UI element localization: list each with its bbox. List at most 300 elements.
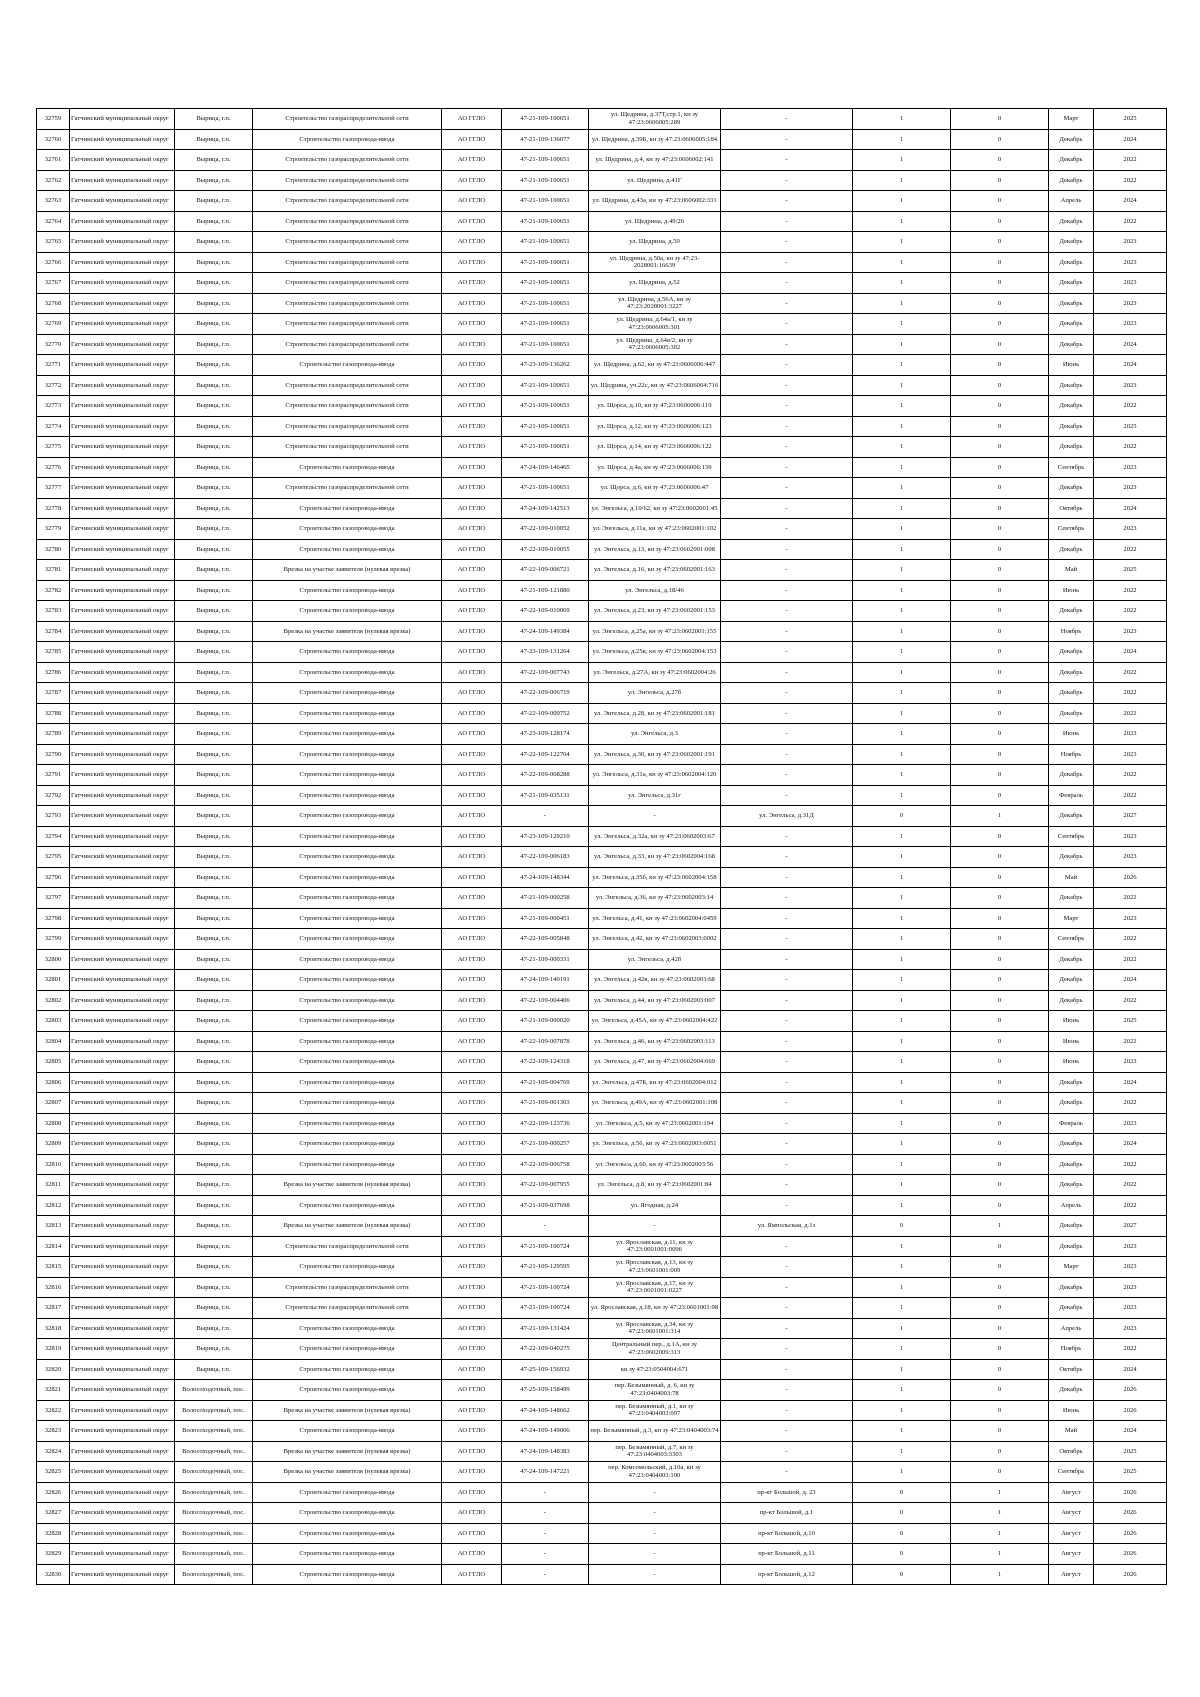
- planned-address-cell: -: [721, 129, 853, 150]
- application-code-cell: 47-21-109-121880: [502, 580, 589, 601]
- application-code-cell: 47-23-109-131264: [502, 642, 589, 663]
- month-cell: Июнь: [1049, 1052, 1094, 1073]
- district-cell: Гатчинский муниципальный округ: [70, 580, 175, 601]
- address-cell: ул. Энгельса, д.44, кн зу 47:23:0602003:007: [589, 990, 721, 1011]
- settlement-cell: Вырица, г.п.: [175, 867, 253, 888]
- work-type-cell: Врезка на участке заявителя (нулевая врезка): [253, 621, 442, 642]
- table-row: [37, 703, 1167, 724]
- planned-address-cell: -: [721, 273, 853, 294]
- organization-cell: АО ГГЛО: [442, 416, 502, 437]
- settlement-cell: Вырица, г.п.: [175, 744, 253, 765]
- month-cell: Декабрь: [1049, 1154, 1094, 1175]
- application-code-cell: 47-24-109-147221: [502, 1462, 589, 1483]
- work-type-cell: Строительство газораспределительной сети: [253, 273, 442, 294]
- table-row: [37, 478, 1167, 499]
- table-body: [37, 109, 1167, 1585]
- settlement-cell: Вырица, г.п.: [175, 683, 253, 704]
- count-contract-cell: 0: [853, 1523, 951, 1544]
- application-code-cell: 47-23-109-136262: [502, 355, 589, 376]
- row-number-cell: 32801: [37, 970, 70, 991]
- planned-address-cell: -: [721, 375, 853, 396]
- planned-address-cell: -: [721, 355, 853, 376]
- address-cell: ул. Щедрина, уч.22с, кн зу 47:23:0606004:716: [589, 375, 721, 396]
- month-cell: Август: [1049, 1523, 1094, 1544]
- count-contract-cell: 1: [853, 1113, 951, 1134]
- settlement-cell: Вырица, г.п.: [175, 211, 253, 232]
- planned-address-cell: пр-кт Большой, д.12: [721, 1564, 853, 1585]
- planned-address-cell: -: [721, 867, 853, 888]
- address-cell: ул. Щедрина, д.39Б, кн зу 47:23:0606005:184: [589, 129, 721, 150]
- count-plan-cell: 0: [951, 232, 1049, 253]
- count-plan-cell: 0: [951, 1134, 1049, 1155]
- count-plan-cell: 0: [951, 150, 1049, 171]
- count-contract-cell: 1: [853, 252, 951, 273]
- district-cell: Гатчинский муниципальный округ: [70, 150, 175, 171]
- organization-cell: АО ГГЛО: [442, 1482, 502, 1503]
- address-cell: ул. Ярославская, д.17, кн зу 47:23:0601001:0227: [589, 1277, 721, 1298]
- count-contract-cell: 1: [853, 908, 951, 929]
- table-row: [37, 683, 1167, 704]
- table-row: [37, 1195, 1167, 1216]
- address-cell: пер. Комсомольский, д.10а, кн зу 47:23:0404003:100: [589, 1462, 721, 1483]
- organization-cell: АО ГГЛО: [442, 334, 502, 355]
- application-code-cell: 47-22-109-007878: [502, 1031, 589, 1052]
- month-cell: Октябрь: [1049, 1441, 1094, 1462]
- row-number-cell: 32774: [37, 416, 70, 437]
- month-cell: Декабрь: [1049, 211, 1094, 232]
- address-cell: ул. Энгельса, д.25в, кн зу 47:23:0602004:153: [589, 642, 721, 663]
- row-number-cell: 32805: [37, 1052, 70, 1073]
- year-cell: 2025: [1094, 1462, 1167, 1483]
- address-cell: ул. Энгельса, д.10/62, кн зу 47:23:0602001:45: [589, 498, 721, 519]
- year-cell: 2024: [1094, 191, 1167, 212]
- district-cell: Гатчинский муниципальный округ: [70, 1523, 175, 1544]
- table-row: [37, 601, 1167, 622]
- application-code-cell: 47-21-109-004769: [502, 1072, 589, 1093]
- district-cell: Гатчинский муниципальный округ: [70, 601, 175, 622]
- count-contract-cell: 1: [853, 1175, 951, 1196]
- row-number-cell: 32803: [37, 1011, 70, 1032]
- work-type-cell: Строительство газораспределительной сети: [253, 375, 442, 396]
- settlement-cell: Вырица, г.п.: [175, 1154, 253, 1175]
- district-cell: Гатчинский муниципальный округ: [70, 1400, 175, 1421]
- address-cell: ул. Щедрина, д.50а, кн зу 47:23-2028001:16639: [589, 252, 721, 273]
- settlement-cell: Вырица, г.п.: [175, 334, 253, 355]
- work-type-cell: Врезка на участке заявителя (нулевая врезка): [253, 1175, 442, 1196]
- row-number-cell: 32770: [37, 334, 70, 355]
- year-cell: 2023: [1094, 826, 1167, 847]
- application-code-cell: 47-21-109-035131: [502, 785, 589, 806]
- application-code-cell: 47-22-109-006758: [502, 1154, 589, 1175]
- row-number-cell: 32796: [37, 867, 70, 888]
- application-code-cell: 47-21-109-100651: [502, 211, 589, 232]
- month-cell: Май: [1049, 867, 1094, 888]
- month-cell: Декабрь: [1049, 252, 1094, 273]
- organization-cell: АО ГГЛО: [442, 1031, 502, 1052]
- month-cell: Декабрь: [1049, 314, 1094, 335]
- month-cell: Декабрь: [1049, 478, 1094, 499]
- address-cell: ул. Щедрина, д.64а/1, кн зу 47:23:0606005:301: [589, 314, 721, 335]
- work-type-cell: Строительство газопровода-ввода: [253, 601, 442, 622]
- month-cell: Декабрь: [1049, 847, 1094, 868]
- organization-cell: АО ГГЛО: [442, 765, 502, 786]
- row-number-cell: 32783: [37, 601, 70, 622]
- count-plan-cell: 0: [951, 539, 1049, 560]
- planned-address-cell: -: [721, 560, 853, 581]
- address-cell: ул. Энгельса, д.60, кн зу 47:23:0602003:56: [589, 1154, 721, 1175]
- month-cell: Декабрь: [1049, 683, 1094, 704]
- application-code-cell: -: [502, 1216, 589, 1237]
- application-code-cell: 47-21-109-100651: [502, 416, 589, 437]
- settlement-cell: Волосоходочный, пос.: [175, 1564, 253, 1585]
- application-code-cell: 47-21-109-100651: [502, 478, 589, 499]
- address-cell: ул. Щорса, д.14, кн зу 47:23:0606006:122: [589, 437, 721, 458]
- organization-cell: АО ГГЛО: [442, 642, 502, 663]
- address-cell: ул. Энгельса, д.49А, кн зу 47:23:0602001:108: [589, 1093, 721, 1114]
- year-cell: 2027: [1094, 1216, 1167, 1237]
- month-cell: Декабрь: [1049, 949, 1094, 970]
- count-plan-cell: 0: [951, 867, 1049, 888]
- district-cell: Гатчинский муниципальный округ: [70, 1134, 175, 1155]
- month-cell: Декабрь: [1049, 293, 1094, 314]
- year-cell: 2025: [1094, 1441, 1167, 1462]
- count-contract-cell: 1: [853, 396, 951, 417]
- organization-cell: АО ГГЛО: [442, 396, 502, 417]
- count-plan-cell: 0: [951, 642, 1049, 663]
- address-cell: ул. Энгельса, д.8, кн зу 47:23:0602001:84: [589, 1175, 721, 1196]
- count-plan-cell: 0: [951, 847, 1049, 868]
- application-code-cell: 47-24-109-149384: [502, 621, 589, 642]
- district-cell: Гатчинский муниципальный округ: [70, 662, 175, 683]
- district-cell: Гатчинский муниципальный округ: [70, 314, 175, 335]
- row-number-cell: 32766: [37, 252, 70, 273]
- organization-cell: АО ГГЛО: [442, 990, 502, 1011]
- count-contract-cell: 1: [853, 1277, 951, 1298]
- work-type-cell: Строительство газопровода-ввода: [253, 1339, 442, 1360]
- organization-cell: АО ГГЛО: [442, 1462, 502, 1483]
- settlement-cell: Вырица, г.п.: [175, 1072, 253, 1093]
- table-row: [37, 191, 1167, 212]
- month-cell: Март: [1049, 908, 1094, 929]
- month-cell: Октябрь: [1049, 1359, 1094, 1380]
- count-plan-cell: 0: [951, 970, 1049, 991]
- work-type-cell: Строительство газораспределительной сети: [253, 437, 442, 458]
- row-number-cell: 32814: [37, 1236, 70, 1257]
- year-cell: 2026: [1094, 1503, 1167, 1524]
- table-row: [37, 1093, 1167, 1114]
- organization-cell: АО ГГЛО: [442, 170, 502, 191]
- planned-address-cell: -: [721, 1175, 853, 1196]
- count-contract-cell: 1: [853, 1072, 951, 1093]
- count-plan-cell: 0: [951, 273, 1049, 294]
- row-number-cell: 32768: [37, 293, 70, 314]
- year-cell: 2025: [1094, 560, 1167, 581]
- table-row: [37, 1134, 1167, 1155]
- application-code-cell: 47-21-109-037698: [502, 1195, 589, 1216]
- count-plan-cell: 0: [951, 1093, 1049, 1114]
- count-contract-cell: 1: [853, 1380, 951, 1401]
- settlement-cell: Вырица, г.п.: [175, 642, 253, 663]
- table-row: [37, 1072, 1167, 1093]
- planned-address-cell: -: [721, 150, 853, 171]
- table-row: [37, 1544, 1167, 1565]
- table-row: [37, 908, 1167, 929]
- planned-address-cell: -: [721, 1359, 853, 1380]
- table-row: [37, 109, 1167, 130]
- application-code-cell: 47-21-109-100651: [502, 252, 589, 273]
- application-code-cell: 47-22-109-123736: [502, 1113, 589, 1134]
- work-type-cell: Врезка на участке заявителя (нулевая врезка): [253, 1441, 442, 1462]
- settlement-cell: Вырица, г.п.: [175, 539, 253, 560]
- year-cell: 2025: [1094, 109, 1167, 130]
- table-row: [37, 1462, 1167, 1483]
- organization-cell: АО ГГЛО: [442, 109, 502, 130]
- count-plan-cell: 1: [951, 1564, 1049, 1585]
- application-code-cell: 47-21-109-100651: [502, 396, 589, 417]
- year-cell: 2023: [1094, 252, 1167, 273]
- district-cell: Гатчинский муниципальный округ: [70, 826, 175, 847]
- organization-cell: АО ГГЛО: [442, 826, 502, 847]
- count-contract-cell: 1: [853, 826, 951, 847]
- count-contract-cell: 1: [853, 1421, 951, 1442]
- application-code-cell: 47-21-109-100651: [502, 170, 589, 191]
- district-cell: Гатчинский муниципальный округ: [70, 1052, 175, 1073]
- count-contract-cell: 1: [853, 1052, 951, 1073]
- settlement-cell: Вырица, г.п.: [175, 1216, 253, 1237]
- application-code-cell: 47-25-109-158499: [502, 1380, 589, 1401]
- count-contract-cell: 1: [853, 847, 951, 868]
- month-cell: Июнь: [1049, 1031, 1094, 1052]
- year-cell: 2022: [1094, 1031, 1167, 1052]
- count-plan-cell: 0: [951, 1298, 1049, 1319]
- count-contract-cell: 1: [853, 1441, 951, 1462]
- year-cell: 2024: [1094, 1134, 1167, 1155]
- settlement-cell: Вырица, г.п.: [175, 252, 253, 273]
- count-contract-cell: 1: [853, 1339, 951, 1360]
- application-code-cell: 47-21-109-000451: [502, 908, 589, 929]
- address-cell: ул. Энгельса, д.5, кн зу 47:23:0602001:194: [589, 1113, 721, 1134]
- district-cell: Гатчинский муниципальный округ: [70, 1318, 175, 1339]
- planned-address-cell: -: [721, 232, 853, 253]
- table-row: [37, 150, 1167, 171]
- count-contract-cell: 1: [853, 170, 951, 191]
- month-cell: Декабрь: [1049, 970, 1094, 991]
- district-cell: Гатчинский муниципальный округ: [70, 519, 175, 540]
- year-cell: 2022: [1094, 437, 1167, 458]
- planned-address-cell: -: [721, 170, 853, 191]
- planned-address-cell: -: [721, 580, 853, 601]
- count-plan-cell: 0: [951, 990, 1049, 1011]
- planned-address-cell: -: [721, 908, 853, 929]
- month-cell: Сентябрь: [1049, 929, 1094, 950]
- work-type-cell: Строительство газопровода-ввода: [253, 744, 442, 765]
- planned-address-cell: -: [721, 1257, 853, 1278]
- year-cell: 2022: [1094, 539, 1167, 560]
- count-plan-cell: 0: [951, 703, 1049, 724]
- table-row: [37, 560, 1167, 581]
- work-type-cell: Строительство газопровода-ввода: [253, 724, 442, 745]
- count-plan-cell: 0: [951, 252, 1049, 273]
- planned-address-cell: -: [721, 703, 853, 724]
- address-cell: ул. Щорса, д.12, кн зу 47:23:0606006:123: [589, 416, 721, 437]
- work-type-cell: Строительство газопровода-ввода: [253, 1154, 442, 1175]
- district-cell: Гатчинский муниципальный округ: [70, 1236, 175, 1257]
- table-row: [37, 949, 1167, 970]
- planned-address-cell: -: [721, 293, 853, 314]
- count-contract-cell: 1: [853, 1318, 951, 1339]
- address-cell: ул. Энгельса, д.33, кн зу 47:23:0602004:168: [589, 847, 721, 868]
- table-row: [37, 211, 1167, 232]
- planned-address-cell: -: [721, 765, 853, 786]
- count-plan-cell: 0: [951, 437, 1049, 458]
- application-code-cell: 47-24-109-146465: [502, 457, 589, 478]
- address-cell: -: [589, 1482, 721, 1503]
- settlement-cell: Вырица, г.п.: [175, 1175, 253, 1196]
- count-plan-cell: 0: [951, 1113, 1049, 1134]
- organization-cell: АО ГГЛО: [442, 191, 502, 212]
- settlement-cell: Вырица, г.п.: [175, 498, 253, 519]
- planned-address-cell: -: [721, 949, 853, 970]
- settlement-cell: Вырица, г.п.: [175, 1134, 253, 1155]
- planned-address-cell: -: [721, 683, 853, 704]
- row-number-cell: 32807: [37, 1093, 70, 1114]
- month-cell: Декабрь: [1049, 1298, 1094, 1319]
- address-cell: ул. Энгельса, д.18/46: [589, 580, 721, 601]
- work-type-cell: Строительство газопровода-ввода: [253, 519, 442, 540]
- work-type-cell: Строительство газораспределительной сети: [253, 150, 442, 171]
- application-code-cell: 47-22-109-006183: [502, 847, 589, 868]
- month-cell: Август: [1049, 1564, 1094, 1585]
- count-contract-cell: 1: [853, 375, 951, 396]
- work-type-cell: Строительство газопровода-ввода: [253, 888, 442, 909]
- settlement-cell: Волосоходочный, пос.: [175, 1523, 253, 1544]
- count-plan-cell: 0: [951, 621, 1049, 642]
- work-type-cell: Строительство газопровода-ввода: [253, 785, 442, 806]
- work-type-cell: Строительство газораспределительной сети: [253, 1277, 442, 1298]
- count-plan-cell: 0: [951, 949, 1049, 970]
- settlement-cell: Вырица, г.п.: [175, 580, 253, 601]
- district-cell: Гатчинский муниципальный округ: [70, 1093, 175, 1114]
- table-row: [37, 621, 1167, 642]
- row-number-cell: 32785: [37, 642, 70, 663]
- organization-cell: АО ГГЛО: [442, 1318, 502, 1339]
- organization-cell: АО ГГЛО: [442, 1236, 502, 1257]
- year-cell: 2026: [1094, 1380, 1167, 1401]
- count-plan-cell: 0: [951, 457, 1049, 478]
- year-cell: 2026: [1094, 1482, 1167, 1503]
- address-cell: ул. Энгельса, д.41, кн зу 47:23:0602004:0459: [589, 908, 721, 929]
- year-cell: 2022: [1094, 1339, 1167, 1360]
- address-cell: ул. Щедрина, д.43а, кн зу 47:23:0606002:331: [589, 191, 721, 212]
- table-row: [37, 1318, 1167, 1339]
- planned-address-cell: -: [721, 1195, 853, 1216]
- table-row: [37, 232, 1167, 253]
- count-plan-cell: 0: [951, 129, 1049, 150]
- count-plan-cell: 1: [951, 1216, 1049, 1237]
- planned-address-cell: -: [721, 847, 853, 868]
- district-cell: Гатчинский муниципальный округ: [70, 1031, 175, 1052]
- year-cell: 2022: [1094, 785, 1167, 806]
- address-cell: ул. Энгельса, д.16, кн зу 47:23:0602001:163: [589, 560, 721, 581]
- address-cell: ул. Энгельса, д.30, кн зу 47:23:0602001:191: [589, 744, 721, 765]
- planned-address-cell: пр-кт Большой, д. 23: [721, 1482, 853, 1503]
- year-cell: 2027: [1094, 806, 1167, 827]
- district-cell: Гатчинский муниципальный округ: [70, 129, 175, 150]
- planned-address-cell: -: [721, 1052, 853, 1073]
- year-cell: 2024: [1094, 1072, 1167, 1093]
- row-number-cell: 32765: [37, 232, 70, 253]
- district-cell: Гатчинский муниципальный округ: [70, 703, 175, 724]
- table-row: [37, 1298, 1167, 1319]
- work-type-cell: Строительство газопровода-ввода: [253, 1031, 442, 1052]
- organization-cell: АО ГГЛО: [442, 1216, 502, 1237]
- settlement-cell: Вырица, г.п.: [175, 314, 253, 335]
- district-cell: Гатчинский муниципальный округ: [70, 1503, 175, 1524]
- settlement-cell: Вырица, г.п.: [175, 1359, 253, 1380]
- table-row: [37, 826, 1167, 847]
- row-number-cell: 32775: [37, 437, 70, 458]
- planned-address-cell: -: [721, 1462, 853, 1483]
- organization-cell: АО ГГЛО: [442, 1298, 502, 1319]
- address-cell: ул. Щедрина, д.64в/2, кн зу 47:23:0606005:302: [589, 334, 721, 355]
- planned-address-cell: -: [721, 396, 853, 417]
- settlement-cell: Вырица, г.п.: [175, 1236, 253, 1257]
- work-type-cell: Строительство газопровода-ввода: [253, 1421, 442, 1442]
- planned-address-cell: -: [721, 642, 853, 663]
- settlement-cell: Вырица, г.п.: [175, 457, 253, 478]
- district-cell: Гатчинский муниципальный округ: [70, 1216, 175, 1237]
- district-cell: Гатчинский муниципальный округ: [70, 1277, 175, 1298]
- district-cell: Гатчинский муниципальный округ: [70, 375, 175, 396]
- count-contract-cell: 1: [853, 560, 951, 581]
- address-cell: пер. Безымянный, д. 6, кн зу 47:23:0404003:78: [589, 1380, 721, 1401]
- organization-cell: АО ГГЛО: [442, 1011, 502, 1032]
- count-plan-cell: 0: [951, 314, 1049, 335]
- month-cell: Декабрь: [1049, 990, 1094, 1011]
- row-number-cell: 32824: [37, 1441, 70, 1462]
- organization-cell: АО ГГЛО: [442, 1503, 502, 1524]
- count-plan-cell: 0: [951, 765, 1049, 786]
- planned-address-cell: -: [721, 888, 853, 909]
- district-cell: Гатчинский муниципальный округ: [70, 744, 175, 765]
- application-code-cell: 47-21-109-100724: [502, 1277, 589, 1298]
- application-code-cell: 47-22-109-005848: [502, 929, 589, 950]
- planned-address-cell: -: [721, 416, 853, 437]
- district-cell: Гатчинский муниципальный округ: [70, 785, 175, 806]
- year-cell: 2022: [1094, 150, 1167, 171]
- district-cell: Гатчинский муниципальный округ: [70, 765, 175, 786]
- planned-address-cell: -: [721, 1113, 853, 1134]
- application-code-cell: 47-22-109-006719: [502, 683, 589, 704]
- settlement-cell: Волосоходочный, пос.: [175, 1400, 253, 1421]
- application-code-cell: -: [502, 1482, 589, 1503]
- year-cell: 2026: [1094, 867, 1167, 888]
- row-number-cell: 32790: [37, 744, 70, 765]
- settlement-cell: Вырица, г.п.: [175, 129, 253, 150]
- month-cell: Декабрь: [1049, 806, 1094, 827]
- district-cell: Гатчинский муниципальный округ: [70, 621, 175, 642]
- month-cell: Апрель: [1049, 191, 1094, 212]
- planned-address-cell: -: [721, 314, 853, 335]
- district-cell: Гатчинский муниципальный округ: [70, 191, 175, 212]
- planned-address-cell: -: [721, 1072, 853, 1093]
- district-cell: Гатчинский муниципальный округ: [70, 437, 175, 458]
- count-plan-cell: 1: [951, 1482, 1049, 1503]
- table-row: [37, 1052, 1167, 1073]
- planned-address-cell: -: [721, 109, 853, 130]
- count-contract-cell: 1: [853, 744, 951, 765]
- month-cell: Декабрь: [1049, 1093, 1094, 1114]
